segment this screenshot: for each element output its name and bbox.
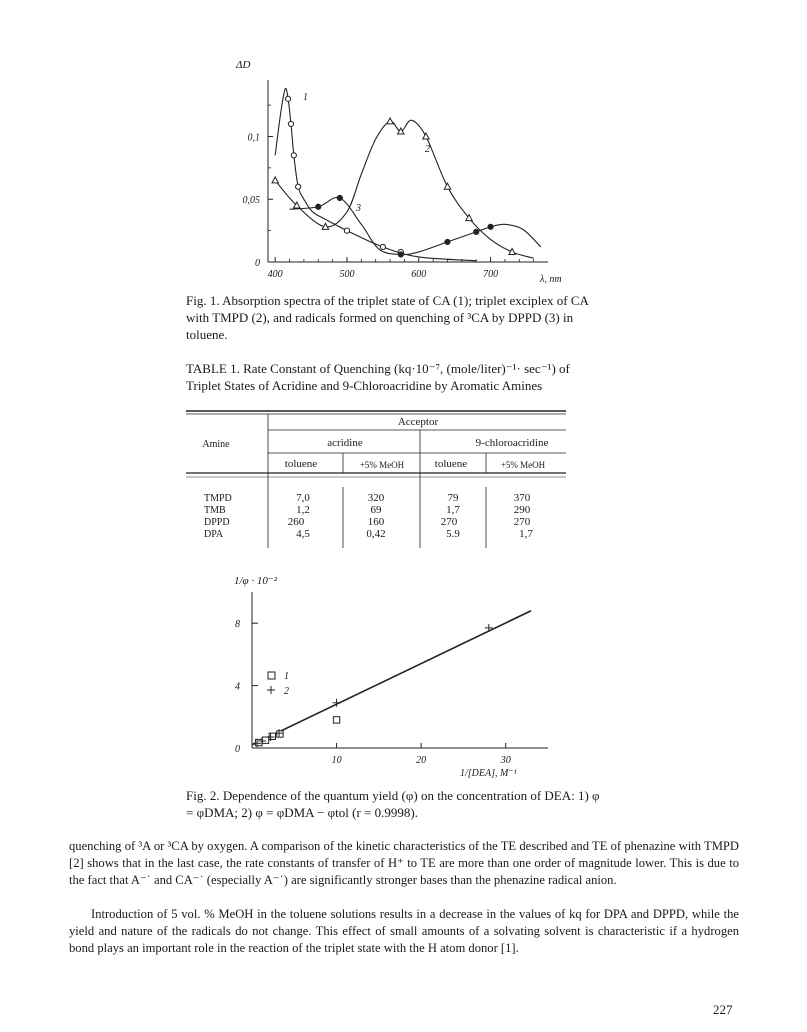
table1-meoh-header-2: +5% MeOH — [500, 460, 546, 470]
fig2-axes — [235, 592, 548, 766]
fig1-series-3-point — [316, 204, 321, 209]
table1-chloroacridine-header: 9-chloroacridine — [475, 437, 549, 449]
fig1-series-2-point — [444, 183, 450, 189]
fig2-series-1-point — [262, 737, 268, 743]
fig2-series-1-point — [333, 717, 339, 723]
fig2-series-1-point — [256, 739, 262, 745]
table1-cell: 260 — [287, 516, 305, 528]
fig2-series-1-point — [277, 731, 283, 737]
table1-cell: 160 — [367, 516, 385, 528]
fig1-series-2-line — [275, 120, 533, 258]
fig1-curve-label-2: 2 — [425, 144, 430, 155]
fig1-series-3-point — [337, 195, 342, 200]
fig1-y-tick-label: 0,1 — [247, 132, 260, 144]
fig2-y-tick-label: 0 — [235, 744, 240, 755]
table1-cell: 4,5 — [296, 528, 310, 540]
figure-1 — [0, 0, 807, 300]
fig2-x-tick-label: 10 — [331, 755, 342, 766]
table1-meoh-header-1: +5% MeOH — [359, 460, 405, 470]
table1-cell: 270 — [440, 516, 458, 528]
fig1-series-1-point — [380, 244, 385, 249]
fig2-series-2-point — [485, 624, 493, 632]
fig1-curve-label-3: 3 — [356, 203, 361, 214]
fig1-curves — [272, 88, 541, 260]
table1-toluene-header-2: toluene — [434, 458, 468, 470]
fig1-series-2-point — [423, 133, 429, 139]
table1-amine-cell: TMPD — [204, 493, 232, 504]
table1-cell: 0,42 — [366, 528, 386, 540]
fig2-caption: Fig. 2. Dependence of the quantum yield (φ) on the concentration of DEA: 1) φ = φDMA; 2) φ = φDMA − φtol (r = 0.9998). — [186, 788, 600, 820]
fig1-series-3-point — [445, 239, 450, 244]
fig1-y-axis-label: ΔD — [236, 59, 251, 71]
table-row — [204, 492, 531, 504]
fig1-series-3-point — [488, 224, 493, 229]
fig2-x-tick-label: 30 — [500, 755, 511, 766]
fig1-x-tick-label: 700 — [483, 269, 499, 280]
table1-cell: 370 — [513, 492, 531, 504]
table1-title: TABLE 1. Rate Constant of Quenching (kq·10⁻⁷, (mole/liter)⁻¹· sec⁻¹) of Triplet States of Acridine and 9-Chloroacridine by Aromatic Amines — [186, 361, 570, 393]
fig1-series-3-point — [474, 229, 479, 234]
table1-cell: 320 — [367, 492, 385, 504]
fig2-y-tick-label: 8 — [235, 619, 240, 631]
legend-square-marker — [268, 672, 275, 679]
fig2-x-axis-label: 1/[DEA], M⁻¹ — [460, 768, 517, 779]
table1-acceptor-header: Acceptor — [397, 416, 439, 428]
table1-toluene-header-1: toluene — [284, 458, 318, 470]
table1-cell: 69 — [370, 504, 382, 516]
table1-cell: 1,7 — [446, 504, 460, 516]
table1-cell: 5.9 — [446, 528, 460, 540]
table-row — [204, 516, 531, 528]
table-row — [204, 504, 531, 516]
fig1-x-axis-label: λ, nm — [540, 274, 562, 285]
table-1 — [0, 405, 807, 555]
fig1-series-1-point — [296, 184, 301, 189]
table1-cell: 270 — [513, 516, 531, 528]
fig1-x-tick-label: 500 — [339, 269, 355, 280]
fig1-series-1-point — [344, 228, 349, 233]
fig2-legend — [267, 671, 289, 697]
legend-label-2: 2 — [284, 686, 289, 697]
fig1-curve-label-1: 1 — [303, 92, 308, 103]
body-paragraph-1: quenching of ³A or ³CA by oxygen. A comparison of the kinetic characteristics of the TE described and TE of phenazine with TMPD [2] shows that in the last case, the rate constants of transfer of H⁺ to TE are more than one order of magnitude lower. This is due to the fact that A⁻˙ and CA⁻˙ (especially A⁻˙) are significantly stronger bases than the phenazine radical anion. — [69, 839, 739, 887]
table1-amine-cell: TMB — [204, 505, 226, 516]
table1-amine-header: Amine — [202, 439, 230, 450]
table1-acridine-header: acridine — [327, 437, 363, 449]
table-row — [204, 528, 533, 540]
page-number: 227 — [713, 1002, 733, 1017]
fig2-y-tick-label: 4 — [235, 681, 240, 693]
figure-2 — [0, 560, 807, 790]
fig1-series-1-line — [275, 88, 476, 260]
table1-amine-cell: DPA — [204, 529, 224, 540]
fig1-caption: Fig. 1. Absorption spectra of the triplet state of CA (1); triplet exciplex of CA with TMPD (2), and radicals formed on quenching of ³CA by DPPD (3) in toluene. — [186, 293, 589, 342]
fig1-series-1-point — [286, 96, 291, 101]
fig2-series-1-point — [269, 733, 275, 739]
fig1-series-1-point — [288, 121, 293, 126]
fig1-axes — [243, 80, 549, 280]
table1-cell: 1,2 — [296, 504, 310, 516]
table1-cell: 79 — [447, 492, 459, 504]
fig1-x-tick-label: 400 — [267, 269, 283, 280]
fig1-series-3-point — [398, 252, 403, 257]
fig1-series-2-point — [272, 177, 278, 183]
body-paragraph-2: Introduction of 5 vol. % MeOH in the toluene solutions results in a decrease in the values of kq for DPA and DPPD, while the yield and nature of the radicals do not change. This effect of small amounts of a solvating solvent is characteristic if a hydrogen bond plays an important role in the reaction of the triplet state with the H atom donor [1]. — [69, 907, 739, 955]
fig1-series-1-point — [291, 153, 296, 158]
legend-label-1: 1 — [284, 671, 289, 682]
fig1-y-tick-label: 0 — [255, 258, 260, 269]
fig2-x-tick-label: 20 — [416, 755, 427, 766]
fig2-y-axis-label: 1/φ · 10⁻² — [234, 575, 277, 587]
fig1-series-2-point — [387, 118, 393, 124]
table1-cell: 7,0 — [296, 492, 310, 504]
fig1-x-tick-label: 600 — [411, 269, 427, 280]
fig2-points — [252, 611, 531, 748]
fig1-series-2-point — [398, 128, 404, 134]
table1-amine-cell: DPPD — [204, 517, 230, 528]
table1-cell: 290 — [513, 504, 531, 516]
fig1-y-tick-label: 0,05 — [242, 195, 260, 207]
table1-cell: 1,7 — [519, 528, 533, 540]
